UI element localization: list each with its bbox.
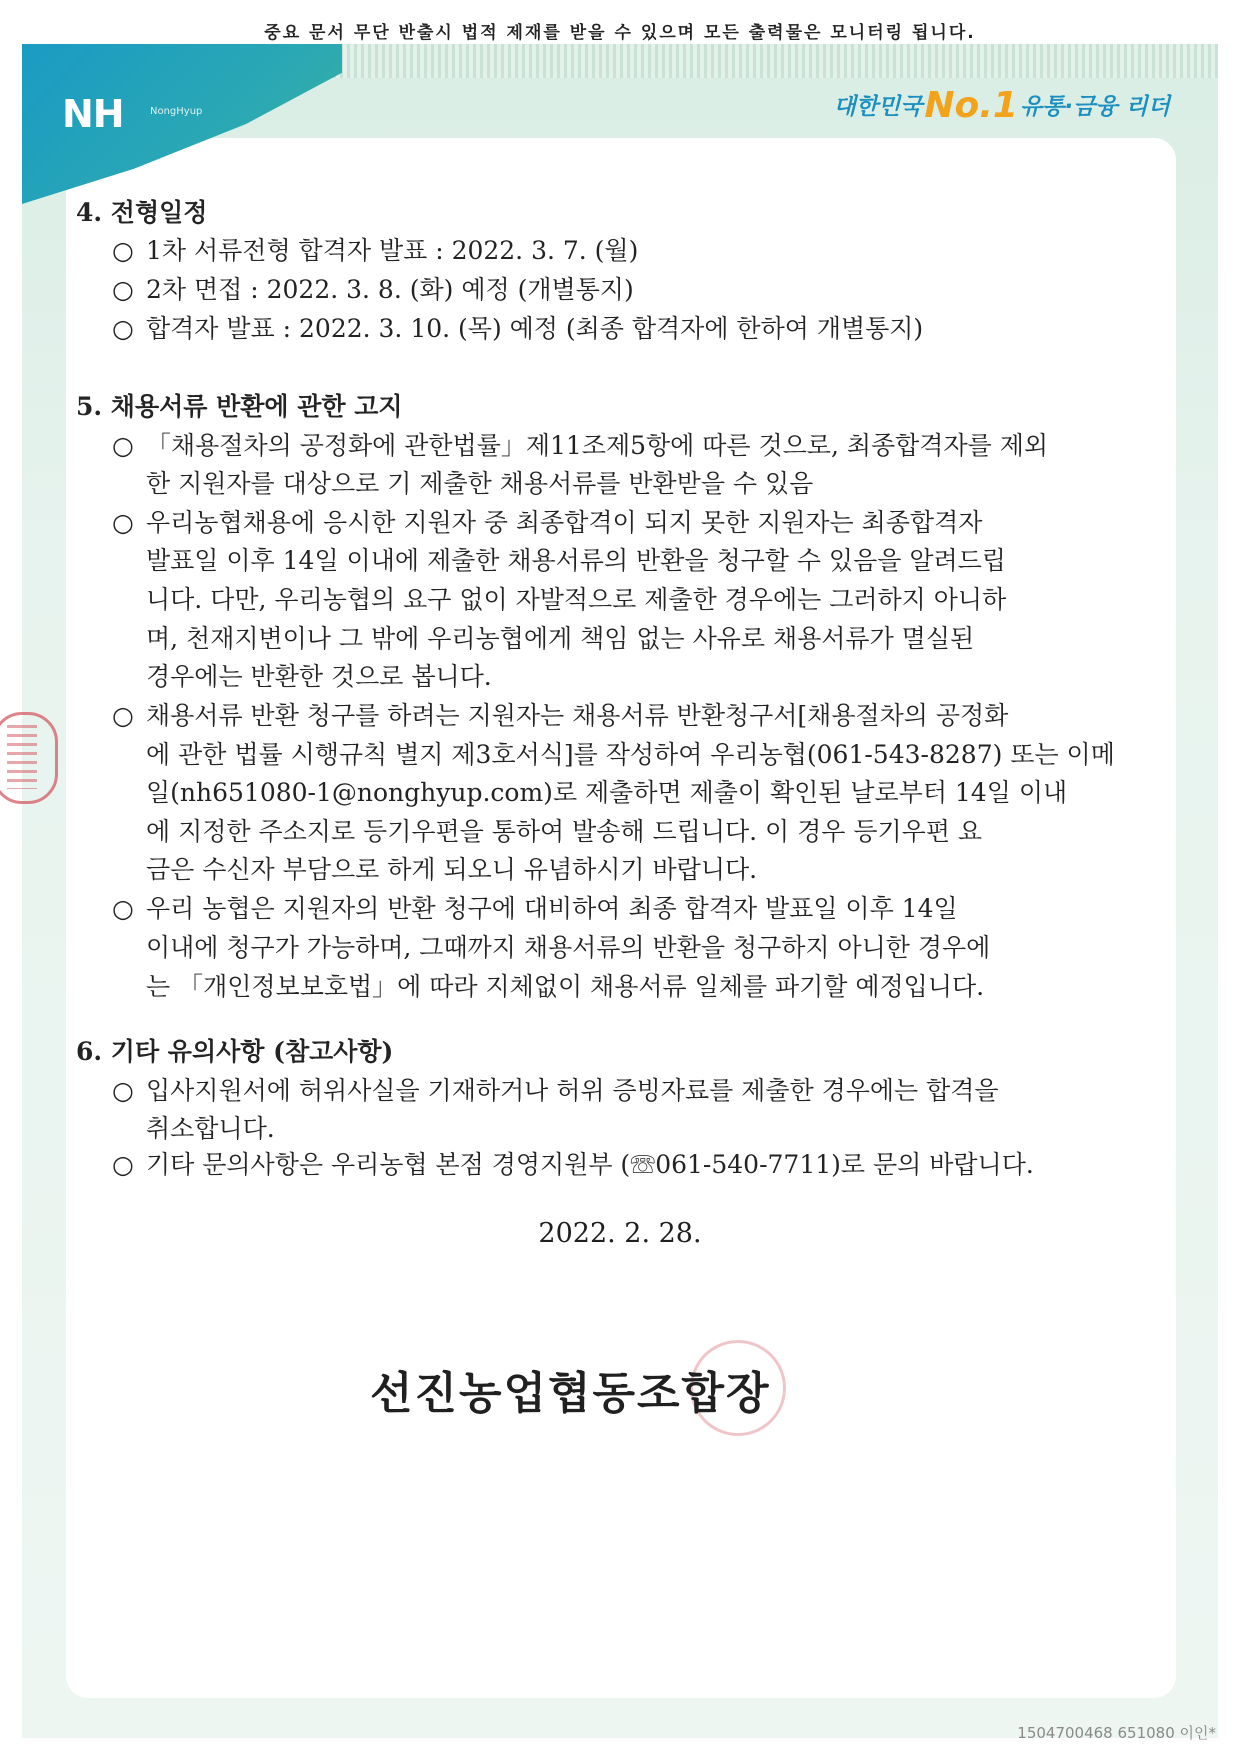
s6-line-1 <box>112 1071 999 1107</box>
bullet-icon: ○ <box>112 314 134 343</box>
s5-line-13-text: 우리 농협은 지원자의 반환 청구에 대비하여 최종 합격자 발표일 이후 14일 <box>146 894 958 923</box>
s5-line-13 <box>112 889 958 925</box>
s5-line-2: 한 지원자를 대상으로 기 제출한 채용서류를 반환받을 수 있음 <box>146 469 814 498</box>
section-6-heading: 6. 기타 유의사항 (참고사항) <box>76 1037 394 1066</box>
s5-line-8-text: 채용서류 반환 청구를 하려는 지원자는 채용서류 반환청구서[채용절차의 공정화 <box>146 701 1009 730</box>
bullet-icon: ○ <box>112 894 134 923</box>
s5-line-7: 경우에는 반환한 것으로 봅니다. <box>146 662 492 691</box>
s5-line-14: 이내에 청구가 가능하며, 그때까지 채용서류의 반환을 청구하지 아니한 경우에 <box>146 933 991 962</box>
nh-logo-sub: NongHyup <box>150 106 203 117</box>
s4-item-3 <box>112 309 923 345</box>
side-seal-icon <box>0 712 58 804</box>
section-5-heading: 5. 채용서류 반환에 관한 고지 <box>76 392 403 421</box>
bullet-icon: ○ <box>112 431 134 460</box>
s4-item-2-text: 2차 면접 : 2022. 3. 8. (화) 예정 (개별통지) <box>146 275 634 304</box>
s5-line-1-text: 「채용절차의 공정화에 관한법률」제11조제5항에 따른 것으로, 최종합격자를 제외 <box>146 431 1048 460</box>
s4-item-1 <box>112 231 638 267</box>
nh-logo: NH <box>62 92 124 136</box>
document-date: 2022. 2. 28. <box>538 1218 702 1249</box>
top-notice: 중요 문서 무단 반출시 법적 제재를 받을 수 있으며 모든 출력물은 모니터링 됩니다. <box>264 23 976 43</box>
s5-line-10: 일(nh651080-1@nonghyup.com)로 제출하면 제출이 확인된 날로부터 14일 이내 <box>146 778 1068 807</box>
slogan-no1: No.1 <box>924 85 1018 126</box>
s5-line-4: 발표일 이후 14일 이내에 제출한 채용서류의 반환을 청구할 수 있음을 알려드립 <box>146 546 1006 575</box>
s4-item-3-text: 합격자 발표 : 2022. 3. 10. (목) 예정 (최종 합격자에 한하여 개별통지) <box>146 314 924 343</box>
s6-line-1-text: 입사지원서에 허위사실을 기재하거나 허위 증빙자료를 제출한 경우에는 합격을 <box>146 1076 999 1105</box>
bullet-icon: ○ <box>112 1150 134 1179</box>
s5-line-1 <box>112 426 1048 462</box>
slogan-part3: 유통·금융 리더 <box>1019 94 1170 120</box>
s4-item-2 <box>112 270 634 306</box>
frame-stripes <box>200 44 1218 78</box>
s5-line-3-text: 우리농협채용에 응시한 지원자 중 최종합격이 되지 못한 지원자는 최종합격자 <box>146 508 983 537</box>
slogan-part1: 대한민국 <box>833 94 923 120</box>
s6-line-3 <box>112 1145 1034 1181</box>
bullet-icon: ○ <box>112 701 134 730</box>
s6-line-3-text: 기타 문의사항은 우리농협 본점 경영지원부 (☏061-540-7711)로 문의 바랍니다. <box>146 1150 1034 1179</box>
bullet-icon: ○ <box>112 236 134 265</box>
s5-line-3 <box>112 503 982 539</box>
s5-line-9: 에 관한 법률 시행규칙 별지 제3호서식]를 작성하여 우리농협(061-543-8287) 또는 이메 <box>146 740 1115 769</box>
footer-code: 1504700468 651080 이인* <box>1017 1724 1216 1742</box>
s5-line-15: 는 「개인정보보호법」에 따라 지체없이 채용서류 일체를 파기할 예정입니다. <box>146 972 985 1001</box>
signature-organization: 선진농업협동조합장 <box>370 1368 771 1419</box>
s5-line-12: 금은 수신자 부담으로 하게 되오니 유념하시기 바랍니다. <box>146 855 758 884</box>
bullet-icon: ○ <box>112 275 134 304</box>
s5-line-6: 며, 천재지변이나 그 밖에 우리농협에게 책임 없는 사유로 채용서류가 멸실된 <box>146 624 975 653</box>
section-4-heading: 4. 전형일정 <box>76 198 208 227</box>
s4-item-1-text: 1차 서류전형 합격자 발표 : 2022. 3. 7. (월) <box>146 236 639 265</box>
bullet-icon: ○ <box>112 1076 134 1105</box>
slogan <box>833 85 1170 126</box>
s5-line-5: 니다. 다만, 우리농협의 요구 없이 자발적으로 제출한 경우에는 그러하지 아니하 <box>146 585 1007 614</box>
s5-line-8 <box>112 696 1008 732</box>
s6-line-2: 취소합니다. <box>146 1114 275 1143</box>
bullet-icon: ○ <box>112 508 134 537</box>
s5-line-11: 에 지정한 주소지로 등기우편을 통하여 발송해 드립니다. 이 경우 등기우편 요 <box>146 817 983 846</box>
